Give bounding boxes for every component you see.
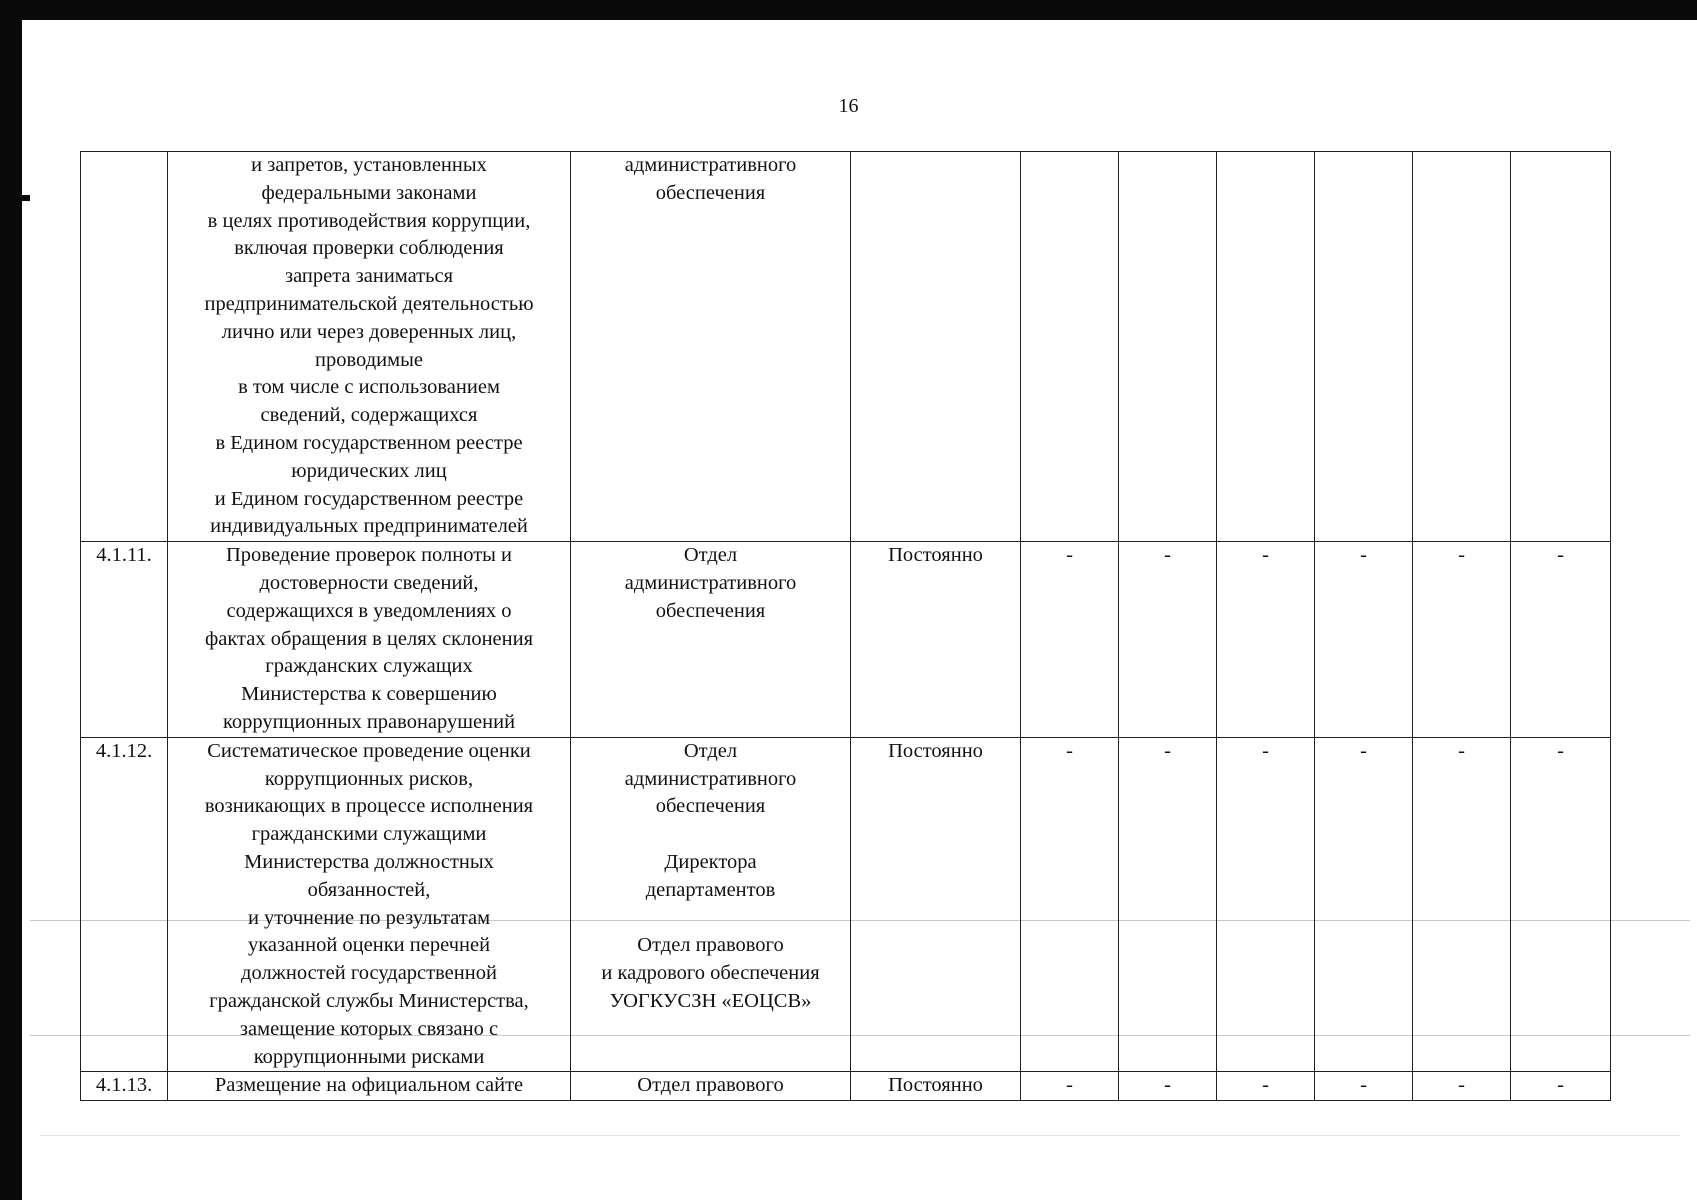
term-cell [851,152,1021,542]
activity-line: гражданской службы Министерства, [209,989,529,1012]
responsible-line: Директора [664,850,757,873]
activity-line: юридических лиц [291,459,447,482]
activity-line: включая проверки соблюдения [234,237,504,260]
term-cell: Постоянно [851,737,1021,1072]
activity-line: Министерства к совершению [241,683,497,706]
term-cell: Постоянно [851,1072,1021,1101]
activity-line: коррупционных рисков, [264,767,474,790]
item-number-cell: 4.1.12. [81,737,168,1072]
table-row [81,1072,1611,1101]
item-number-cell [81,152,168,542]
activity-line: федеральными законами [261,181,477,204]
scan-border-notch [22,195,30,201]
responsible-line: Отдел [683,544,738,567]
activity-line: замещение которых связано с [239,1017,499,1040]
item-number-cell: 4.1.13. [81,1072,168,1101]
activity-line: и запретов, установленных [251,154,487,176]
responsible-line: административного [624,154,797,176]
responsible-line: и кадрового обеспечения [601,962,820,985]
activity-line: содержащихся в уведомлениях о [226,599,512,622]
indicator-cell: - [1217,542,1315,738]
responsible-spacer [573,905,848,933]
scan-border-left [0,0,22,1200]
indicator-cell [1119,152,1217,542]
indicator-cell: - [1315,542,1413,738]
responsible-line: административного [624,571,797,594]
indicator-cell: - [1511,737,1611,1072]
activity-line: Министерства должностных [244,850,494,873]
responsible-line: УОГКУСЗН «ЕОЦСВ» [609,989,812,1012]
indicator-cell: - [1413,1072,1511,1101]
activity-line: коррупционными рисками [253,1045,485,1068]
activity-line: возникающих в процессе исполнения [204,795,534,818]
indicator-cell [1217,152,1315,542]
responsible-cell [571,737,851,1072]
activity-line: гражданскими служащими [251,823,487,846]
indicator-cell: - [1315,737,1413,1072]
activity-line: должностей государственной [241,962,497,985]
indicator-cell: - [1119,737,1217,1072]
activity-line: и Едином государственном реестре [214,487,524,510]
activity-line: в том числе с использованием [238,376,500,399]
indicator-cell: - [1413,542,1511,738]
activity-line: достоверности сведений, [259,571,479,594]
indicator-cell: - [1217,1072,1315,1101]
indicator-cell: - [1413,737,1511,1072]
activity-line: проводимые [315,348,423,371]
responsible-cell [571,1072,851,1101]
item-number-cell: 4.1.11. [81,542,168,738]
activity-line: обязанностей, [307,878,431,901]
responsible-cell [571,542,851,738]
activity-cell [168,542,571,738]
indicator-cell: - [1119,1072,1217,1101]
activity-line: индивидуальных предпринимателей [210,515,528,538]
activity-line: предпринимательской деятельностью [204,292,534,315]
indicator-cell: - [1021,1072,1119,1101]
term-cell: Постоянно [851,542,1021,738]
activity-cell [168,737,571,1072]
activity-line: сведений, содержащихся [260,404,478,427]
indicator-cell: - [1315,1072,1413,1101]
responsible-line: обеспечения [655,599,766,622]
responsible-line: Отдел [683,739,738,762]
activity-cell [168,152,571,542]
activity-line: Размещение на официальном сайте [214,1074,524,1097]
activity-line: коррупционных правонарушений [222,710,516,733]
page-number: 16 [838,95,859,117]
activity-line: лично или через доверенных лиц, [221,320,517,343]
indicator-cell: - [1511,542,1611,738]
activity-line: в целях противодействия коррупции, [207,209,531,232]
activity-line: гражданских служащих [265,655,473,678]
activity-line: запрета заниматься [284,265,454,288]
scan-streak [40,1135,1680,1136]
plan-table-body [81,152,1611,1101]
table-row [81,737,1611,1072]
activity-line: и уточнение по результатам [247,906,491,929]
indicator-cell: - [1119,542,1217,738]
activity-cell [168,1072,571,1101]
activity-line: Систематическое проведение оценки [207,739,531,762]
responsible-line: обеспечения [655,181,766,204]
indicator-cell [1511,152,1611,542]
responsible-spacer [573,821,848,849]
indicator-cell: - [1021,737,1119,1072]
indicator-cell: - [1511,1072,1611,1101]
table-row [81,542,1611,738]
indicator-cell [1315,152,1413,542]
plan-table [80,151,1611,1101]
activity-line: Проведение проверок полноты и [225,544,513,567]
activity-line: указанной оценки перечней [247,934,491,957]
responsible-cell [571,152,851,542]
responsible-line: Отдел правового [637,1074,784,1097]
scan-border-top [0,0,1697,20]
responsible-line: Отдел правового [637,934,784,957]
table-row [81,152,1611,542]
activity-line: фактах обращения в целях склонения [204,627,534,650]
responsible-line: обеспечения [655,795,766,818]
indicator-cell [1021,152,1119,542]
activity-line: в Едином государственном реестре [215,431,523,454]
indicator-cell: - [1021,542,1119,738]
indicator-cell: - [1217,737,1315,1072]
responsible-line: департаментов [645,878,776,901]
indicator-cell [1413,152,1511,542]
responsible-line: административного [624,767,797,790]
